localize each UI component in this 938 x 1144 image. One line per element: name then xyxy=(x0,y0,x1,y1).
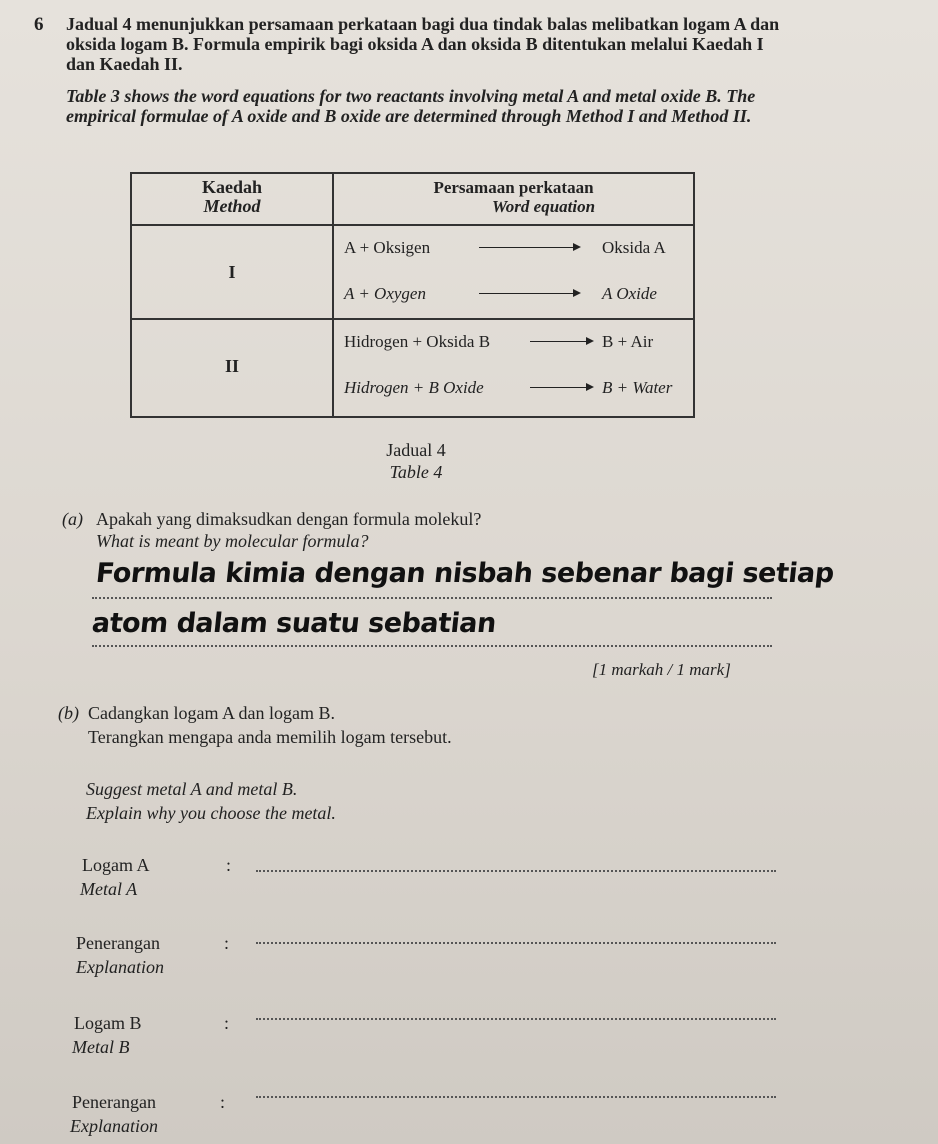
word-equation-header-cell xyxy=(333,173,694,225)
equation-rhs: B + Water xyxy=(602,378,673,397)
equation-cell xyxy=(333,319,694,417)
equation-rhs: B + Air xyxy=(602,332,654,351)
table-row xyxy=(131,225,694,319)
field-colon: : xyxy=(224,1013,230,1033)
word-equation-header-en: Word equation xyxy=(491,197,596,216)
method-header-cell xyxy=(131,173,333,225)
explanation-a-answer-line[interactable] xyxy=(256,942,776,944)
table-row xyxy=(131,319,694,417)
equation-line xyxy=(334,366,693,412)
field-colon: : xyxy=(224,933,230,953)
equation-line xyxy=(334,272,693,318)
part-b-question-en-1: Suggest metal A and metal B. xyxy=(86,779,298,799)
metal-a-answer-line[interactable] xyxy=(256,870,776,872)
equation-lhs: Hidrogen + B Oxide xyxy=(344,378,484,397)
field-colon: : xyxy=(226,855,232,875)
word-equation-table xyxy=(130,172,695,418)
method-label: I xyxy=(228,262,236,282)
reaction-arrow-icon xyxy=(530,387,592,388)
explanation-b-label-en: Explanation xyxy=(70,1116,158,1136)
equation-line xyxy=(334,226,693,272)
equation-lhs: A + Oksigen xyxy=(344,238,431,257)
part-a-answer-line-1: Formula kimia dengan nisbah sebenar bagi setiap xyxy=(94,558,836,589)
metal-a-label-en: Metal A xyxy=(80,879,138,899)
equation-cell xyxy=(333,225,694,319)
part-b-question-ms-1: Cadangkan logam A dan logam B. xyxy=(88,703,335,723)
word-equation-header-ms: Persamaan perkataan xyxy=(433,178,594,197)
metal-a-label-ms: Logam A xyxy=(82,855,150,875)
explanation-a-label-ms: Penerangan xyxy=(76,933,160,953)
explanation-b-answer-line[interactable] xyxy=(256,1096,776,1098)
part-a-marks: [1 markah / 1 mark] xyxy=(592,660,731,679)
method-header-ms: Kaedah xyxy=(201,177,262,197)
table-caption-ms: Jadual 4 xyxy=(386,440,446,460)
metal-b-label-ms: Logam B xyxy=(74,1013,142,1033)
field-colon: : xyxy=(220,1092,226,1112)
intro-text-english: Table 3 shows the word equations for two reactants involving metal A and metal oxide B. The empirical formulae of A oxide and B oxide are determined through Method I and Method II. xyxy=(66,86,756,126)
equation-lhs: A + Oxygen xyxy=(344,284,426,303)
method-label: II xyxy=(224,356,239,376)
reaction-arrow-icon xyxy=(479,293,579,294)
part-b-label: (b) xyxy=(58,703,79,723)
intro-text-malay: Jadual 4 menunjukkan persamaan perkataan bagi dua tindak balas melibatkan logam A dan oksida logam B. Formula empirik bagi oksida A dan oksida B ditentukan melalui Kaedah I dan Kaedah II. xyxy=(66,14,780,74)
equation-rhs: Oksida A xyxy=(602,238,666,257)
part-a-answer-line-2: atom dalam suatu sebatian xyxy=(90,608,498,639)
part-b-question-en-2: Explain why you choose the metal. xyxy=(86,803,336,823)
explanation-a-label-en: Explanation xyxy=(76,957,164,977)
equation-rhs: A Oxide xyxy=(602,284,657,303)
question-number: 6 xyxy=(34,14,44,35)
reaction-arrow-icon xyxy=(479,247,579,248)
part-a-question-ms: Apakah yang dimaksudkan dengan formula molekul? xyxy=(96,509,482,529)
method-header-en: Method xyxy=(203,196,261,216)
part-b-question-ms-2: Terangkan mengapa anda memilih logam tersebut. xyxy=(88,727,452,747)
metal-b-answer-line[interactable] xyxy=(256,1018,776,1020)
part-a-label: (a) xyxy=(62,509,83,529)
explanation-b-label-ms: Penerangan xyxy=(72,1092,156,1112)
method-cell xyxy=(131,319,333,417)
method-cell xyxy=(131,225,333,319)
metal-b-label-en: Metal B xyxy=(72,1037,130,1057)
equation-line xyxy=(334,320,693,366)
equation-lhs: Hidrogen + Oksida B xyxy=(344,332,491,351)
reaction-arrow-icon xyxy=(530,341,592,342)
table-header-row xyxy=(131,173,694,225)
answer-line xyxy=(92,645,772,647)
part-a-question-en: What is meant by molecular formula? xyxy=(96,531,369,551)
answer-line xyxy=(92,597,772,599)
table-caption-en: Table 4 xyxy=(389,462,443,482)
